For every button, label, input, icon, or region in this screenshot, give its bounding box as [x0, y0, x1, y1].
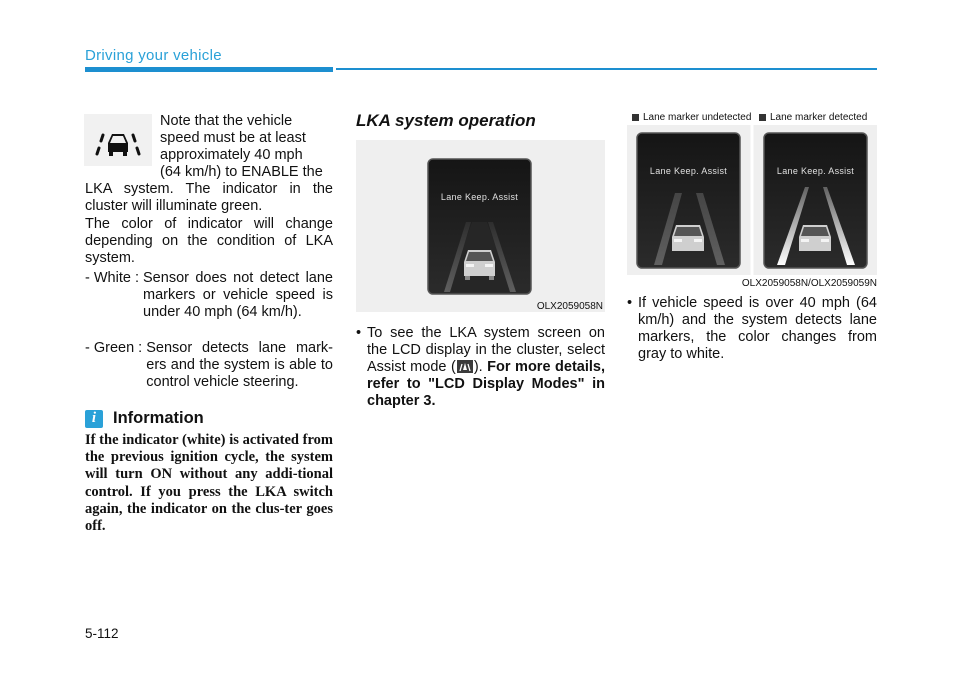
information-title: Information — [113, 409, 204, 427]
enable-note-lines — [160, 113, 333, 181]
text-line: (64 km/h) to ENABLE the — [160, 164, 323, 180]
page-number: 5-112 — [85, 626, 119, 641]
legend-detected — [759, 112, 867, 123]
lka-indicator-icon — [84, 114, 152, 166]
figure-caption: OLX2059058N — [536, 301, 603, 312]
definition-desc: Sensor detects lane mark-ers and the system is able to control vehicle steering. — [146, 340, 333, 390]
screen-label: Lane Keep. Assist — [440, 192, 519, 202]
legend-square-icon — [759, 114, 766, 121]
legend-undetected — [632, 112, 751, 123]
assist-mode-icon — [457, 360, 473, 373]
legend-label: Lane marker detected — [770, 112, 868, 123]
lka-screen-figure — [356, 140, 605, 312]
car-icon — [799, 225, 831, 251]
bullet-text-close: ). — [473, 359, 483, 375]
header-rule-dark — [85, 67, 333, 72]
information-heading — [85, 409, 204, 428]
enable-note-continued: LKA system. The indicator in the cluster will illuminate green. — [85, 181, 333, 214]
header-rule — [336, 68, 877, 70]
definition-desc: Sensor does not detect lane markers or vehicle speed is under 40 mph (64 km/h). — [143, 270, 333, 320]
car-icon — [672, 225, 704, 251]
indicator-color-note: The color of indicator will change depending on the condition of LKA system. — [85, 216, 333, 266]
screen-label-detected: Lane Keep. Assist — [776, 166, 855, 176]
section-header-title: Driving your vehicle — [85, 47, 222, 64]
text-line: speed must be at least — [160, 130, 306, 146]
text-line: Note that the vehicle — [160, 113, 293, 129]
info-icon: i — [85, 410, 103, 428]
definition-green — [85, 340, 333, 391]
bullet-reference: For more details, refer to "LCD Display Modes" in chapter 3. — [367, 359, 605, 409]
legend-square-icon — [632, 114, 639, 121]
definition-term: - Green : — [85, 340, 147, 356]
definition-term: - White : — [85, 270, 144, 286]
car-icon — [464, 250, 495, 280]
bullet-speed-color: • If vehicle speed is over 40 mph (64 km/h) and the system detects lane markers, the color changes from gray to white. — [627, 295, 877, 362]
bullet-text: If vehicle speed is over 40 mph (64 km/h) and the system detects lane markers, the color changes from gray to white. — [638, 295, 877, 362]
lane-marker-figure — [627, 125, 877, 275]
lka-operation-title: LKA system operation — [356, 111, 536, 130]
information-text: If the indicator (white) is activated from the previous ignition cycle, the system will turn ON without any addi-tional control. If you press the LKA switch again, the indicator on the clus-ter goes off. — [85, 432, 333, 535]
legend-label: Lane marker undetected — [643, 112, 752, 123]
definition-white — [85, 270, 333, 321]
figure-caption: OLX2059058N/OLX2059059N — [741, 278, 877, 289]
screen-label-undetected: Lane Keep. Assist — [649, 166, 728, 176]
text-line: approximately 40 mph — [160, 147, 303, 163]
bullet-lka-screen: • To see the LKA system screen on the LCD display in the cluster, select Assist mode ( ). For more details, refer to "LCD Display Modes" in chapter 3. — [356, 325, 605, 409]
bullet-text: To see the LKA system screen on the LCD display in the cluster, select Assist mode ( — [367, 325, 605, 375]
